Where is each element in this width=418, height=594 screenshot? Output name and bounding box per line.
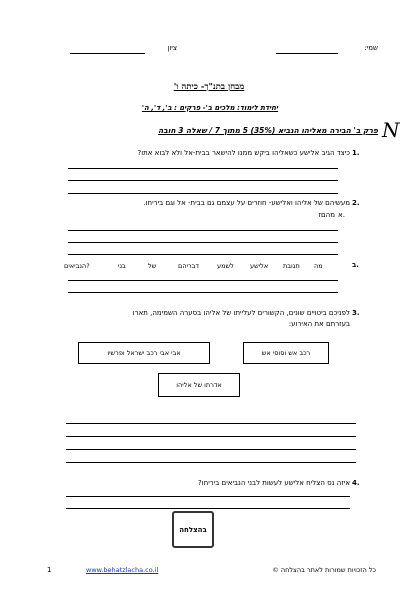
exam-subtitle: יחידת לימוד: מלכים ב'- פרקים : ב', ד', ה' <box>141 104 279 112</box>
section-title: פרק ב' הבירה מאליהו הנביא (35%) 5 מתוך 7 / שאלה 3 חובה <box>158 126 378 135</box>
name-label: שמי: <box>364 44 378 52</box>
qb-word: בני <box>118 262 126 270</box>
q2-sub-text: מהםז <box>318 211 335 219</box>
qb-word: של <box>148 262 157 270</box>
grade-label: ציון <box>167 44 177 52</box>
name-field[interactable] <box>276 53 338 54</box>
answer-line[interactable] <box>68 292 338 293</box>
exam-title: מבחן בתנ"ך- כיתה ו' <box>173 82 245 92</box>
qb-word: אלישע <box>250 262 269 270</box>
grade-field[interactable] <box>70 53 145 54</box>
q3-line1: לפניכם ביטויים שונים, הקשורים לעלייתו של אליהו בסערה השמימה, תארו <box>132 309 350 317</box>
q3-phrase-box: אדרתו של אליהו <box>158 373 240 397</box>
answer-line[interactable] <box>68 242 338 243</box>
answer-line[interactable] <box>68 168 338 169</box>
q1-number: 1. <box>352 149 360 157</box>
answer-line[interactable] <box>66 462 356 463</box>
margin-mark: N <box>382 118 400 142</box>
answer-line[interactable] <box>66 436 356 437</box>
site-link[interactable]: www.behatzlacha.co.il <box>86 566 159 574</box>
answer-line[interactable] <box>68 280 338 281</box>
qb-word: מה <box>314 262 323 270</box>
qb-word: הנביאים? <box>64 262 90 270</box>
answer-line[interactable] <box>68 230 338 231</box>
q4-number: 4. <box>352 479 360 487</box>
q4-text: איזה נס הצליח אלישע לעשות לבני הנביאים ביריחו? <box>198 479 350 487</box>
q2-sub-label: א. <box>338 211 345 219</box>
answer-line[interactable] <box>66 496 350 497</box>
q2-number: 2. <box>352 199 360 207</box>
copyright: כל הזכויות שמורות לאתר בהצלחה © <box>272 566 376 574</box>
qb-word: דבריהם <box>178 262 199 270</box>
page-number: 1 <box>47 566 52 574</box>
qb-word: תגובת <box>283 262 300 270</box>
qb-label: ב. <box>352 261 359 269</box>
answer-line[interactable] <box>66 508 350 509</box>
q3-phrase-box: אבי אבי רכב ישראל ופרשיו <box>78 342 210 364</box>
site-logo: בהצלחה <box>172 511 214 548</box>
q3-line2: בעזרתם את האירוע: <box>288 320 350 328</box>
answer-line[interactable] <box>68 193 338 194</box>
answer-line[interactable] <box>66 449 356 450</box>
answer-line[interactable] <box>68 180 338 181</box>
answer-line[interactable] <box>68 254 338 255</box>
q2-text: מעשיהם של אליהו ואלישע- חוזרים על עצמם גם בבית- אל וגם ביריחו. <box>143 199 350 207</box>
q1-text: כיצד הגיב אלישע כשאליהו ביקש ממנו להישאר בבית-אל ולא לבוא אתו? <box>137 149 350 157</box>
q3-number: 3. <box>352 309 360 317</box>
answer-line[interactable] <box>66 423 356 424</box>
qb-word: לשמע <box>217 262 234 270</box>
q3-phrase-box: רכב אש וסוסי אש <box>243 342 329 364</box>
